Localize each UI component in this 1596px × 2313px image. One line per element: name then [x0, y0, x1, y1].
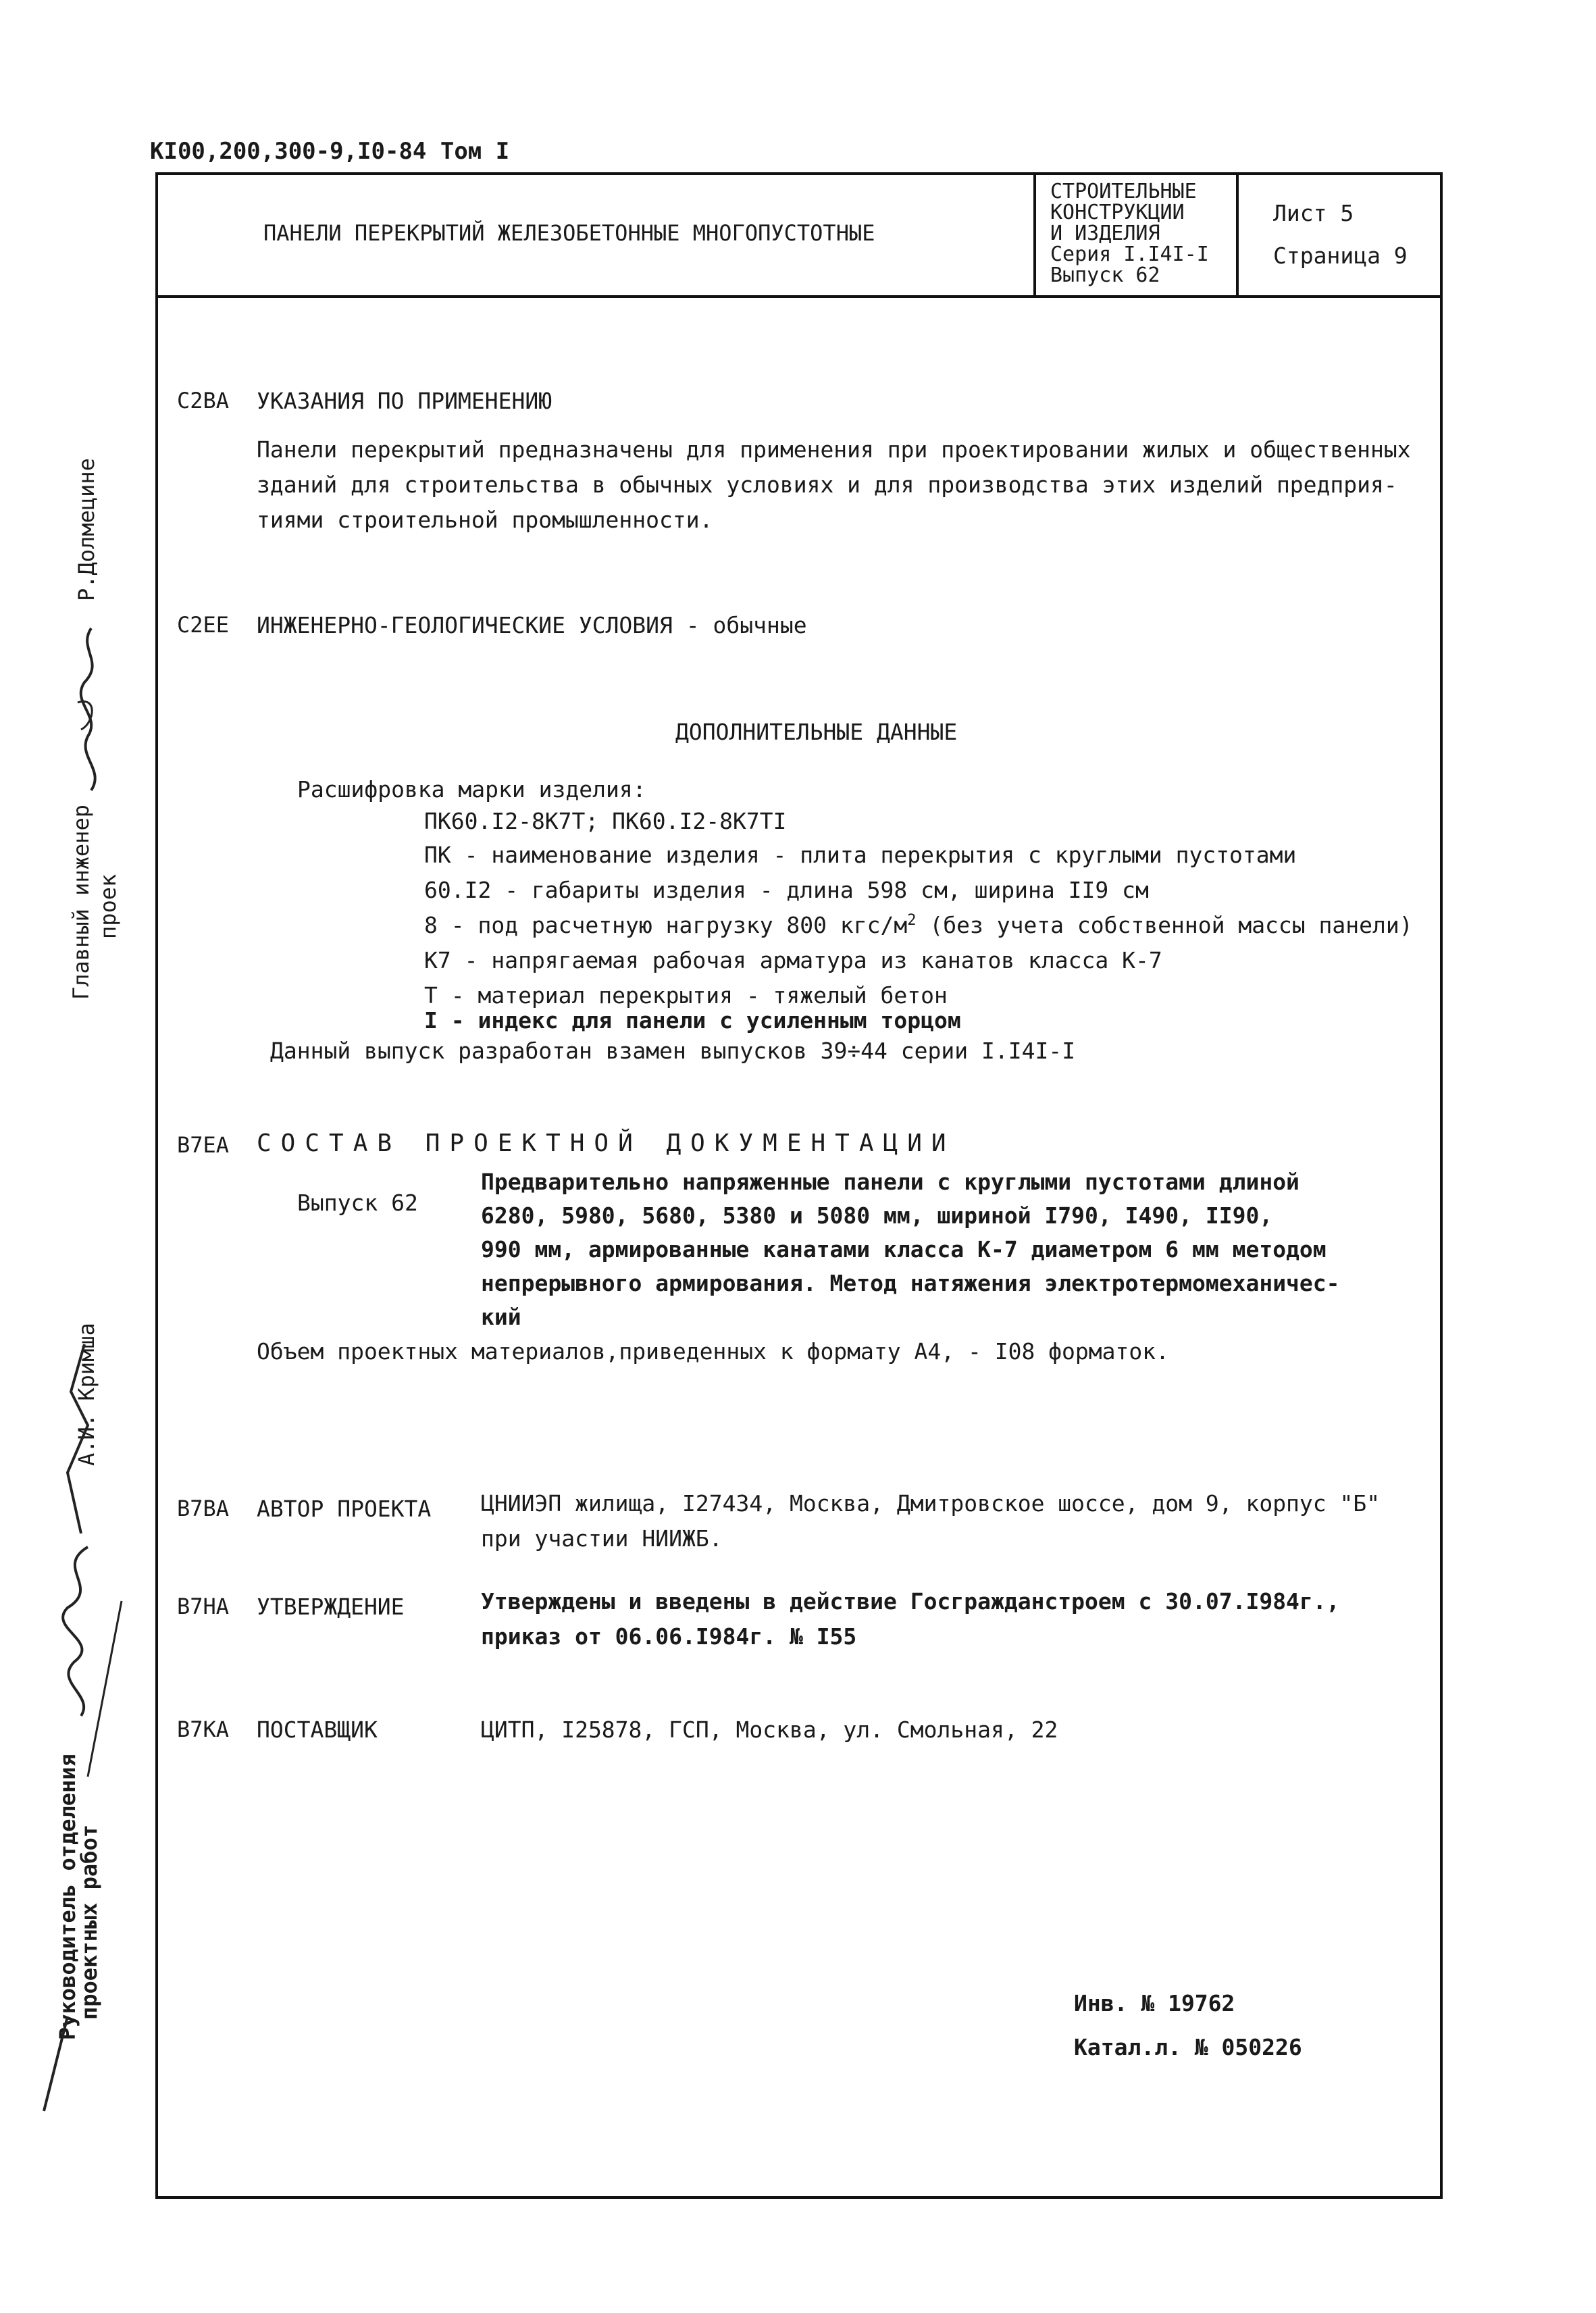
heading-supplier: ПОСТАВЩИК	[257, 1717, 378, 1743]
author-text	[481, 1486, 1380, 1556]
heading-composition: СОСТАВ ПРОЕКТНОЙ ДОКУМЕНТАЦИИ	[257, 1129, 956, 1157]
application-text	[257, 432, 1411, 538]
author-name: А.И. Кримша	[74, 1323, 99, 1466]
series-line: КОНСТРУКЦИИ	[1050, 201, 1185, 224]
heading-additional: ДОПОЛНИТЕЛЬНЫЕ ДАННЫЕ	[675, 719, 958, 745]
text-line: 6280, 5980, 5680, 5380 и 5080 мм, шириной I790, I490, II90,	[481, 1202, 1273, 1229]
load-superscript: 2	[907, 912, 917, 929]
text-line: кий	[481, 1304, 521, 1330]
sheet-number: Лист 5	[1273, 200, 1354, 226]
decode-item: 60.I2 - габариты изделия - длина 598 см, ширина II9 см	[424, 877, 1149, 903]
composition-text	[481, 1165, 1340, 1334]
issue-label: Выпуск 62	[297, 1190, 418, 1216]
text-line: при участии НИИЖБ.	[481, 1525, 723, 1552]
document-title: ПАНЕЛИ ПЕРЕКРЫТИЙ ЖЕЛЕЗОБЕТОННЫЕ МНОГОПУСТОТНЫЕ	[263, 220, 875, 246]
series-line: Выпуск 62	[1050, 263, 1160, 287]
text-line: Предварительно напряженные панели с круглыми пустотами длиной	[481, 1169, 1299, 1195]
load-text: 8 - под расчетную нагрузку 800 кгс/м	[424, 912, 908, 938]
geology-value: - обычные	[686, 612, 807, 638]
text-line: Утверждены и введены в действие Госгражданстроем с 30.07.I984г.,	[481, 1588, 1340, 1615]
approval-text	[481, 1584, 1340, 1654]
load-tail: (без учета собственной массы панели)	[916, 912, 1413, 938]
chief-engineer-sub: проек	[95, 873, 121, 939]
heading-geology	[257, 611, 807, 639]
code-supplier: В7КА	[177, 1717, 230, 1742]
code-application: С2ВА	[177, 388, 230, 413]
signature-author	[51, 1338, 105, 1540]
text-line: тиями строительной промышленности.	[257, 507, 713, 533]
series-line: И ИЗДЕЛИЯ	[1050, 222, 1160, 245]
series-line: СТРОИТЕЛЬНЫЕ	[1050, 180, 1197, 203]
replacement-note: Данный выпуск разработан взамен выпусков 39÷44 серии I.I4I-I	[270, 1038, 1076, 1064]
head-title: Руководитель отделения	[55, 1754, 80, 2040]
volume-note: Объем проектных материалов,приведенных к формату А4, - I08 форматок.	[257, 1338, 1170, 1365]
text-line: приказ от 06.06.I984г. № I55	[481, 1623, 857, 1650]
series-line: Серия I.I4I-I	[1050, 243, 1209, 266]
header-vsep-1	[1033, 172, 1036, 297]
inventory-number: Инв. № 19762	[1074, 1990, 1235, 2016]
page-number: Страница 9	[1273, 243, 1408, 269]
heading-application: УКАЗАНИЯ ПО ПРИМЕНЕНИЮ	[257, 388, 552, 414]
geology-heading-text: ИНЖЕНЕРНО-ГЕОЛОГИЧЕСКИЕ УСЛОВИЯ	[257, 612, 673, 638]
signature-chief-engineer	[64, 621, 118, 804]
code-geology: С2ЕЕ	[177, 612, 230, 638]
code-author: В7ВА	[177, 1496, 230, 1521]
head-sub: проектных работ	[76, 1825, 102, 2020]
supplier-text: ЦИТП, I25878, ГСП, Москва, ул. Смольная, 22	[481, 1717, 1058, 1743]
catalog-number: Катал.л. № 050226	[1074, 2034, 1302, 2060]
code-approval: В7НА	[177, 1594, 230, 1619]
code-composition: В7ЕА	[177, 1132, 230, 1158]
product-marks: ПК60.I2-8К7Т; ПК60.I2-8К7ТI	[424, 808, 787, 834]
text-line: зданий для строительства в обычных условиях и для производства этих изделий предприя-	[257, 472, 1397, 498]
decode-item: ПК - наименование изделия - плита перекрытия с круглыми пустотами	[424, 842, 1297, 868]
series-block	[1050, 181, 1233, 286]
decode-item: Т - материал перекрытия - тяжелый бетон	[424, 982, 948, 1009]
document-code: КI00,200,300-9,I0-84 Том I	[150, 138, 510, 165]
text-line: Панели перекрытий предназначены для применения при проектировании жилых и общественных	[257, 436, 1411, 463]
heading-author: АВТОР ПРОЕКТА	[257, 1496, 432, 1522]
chief-engineer-name: Р.Долмецине	[74, 458, 99, 601]
text-line: непрерывного армирования. Метод натяжения электротермомеханичес-	[481, 1270, 1340, 1296]
heading-approval: УТВЕРЖДЕНИЕ	[257, 1594, 405, 1620]
text-line: ЦНИИЭП жилища, I27434, Москва, Дмитровское шоссе, дом 9, корпус "Б"	[481, 1490, 1381, 1517]
signature-head	[41, 1540, 128, 1783]
decode-item: К7 - напрягаемая рабочая арматура из канатов класса К-7	[424, 947, 1162, 973]
chief-engineer-title: Главный инженер	[68, 805, 94, 1000]
decode-item: I - индекс для панели с усиленным торцом	[424, 1007, 961, 1034]
margin-slash	[37, 2013, 78, 2114]
header-vsep-2	[1236, 172, 1239, 297]
decode-title: Расшифровка марки изделия:	[297, 776, 646, 803]
decode-item-load	[424, 911, 1413, 939]
text-line: 990 мм, армированные канатами класса К-7 диаметром 6 мм методом	[481, 1236, 1327, 1263]
header-divider	[155, 295, 1443, 298]
